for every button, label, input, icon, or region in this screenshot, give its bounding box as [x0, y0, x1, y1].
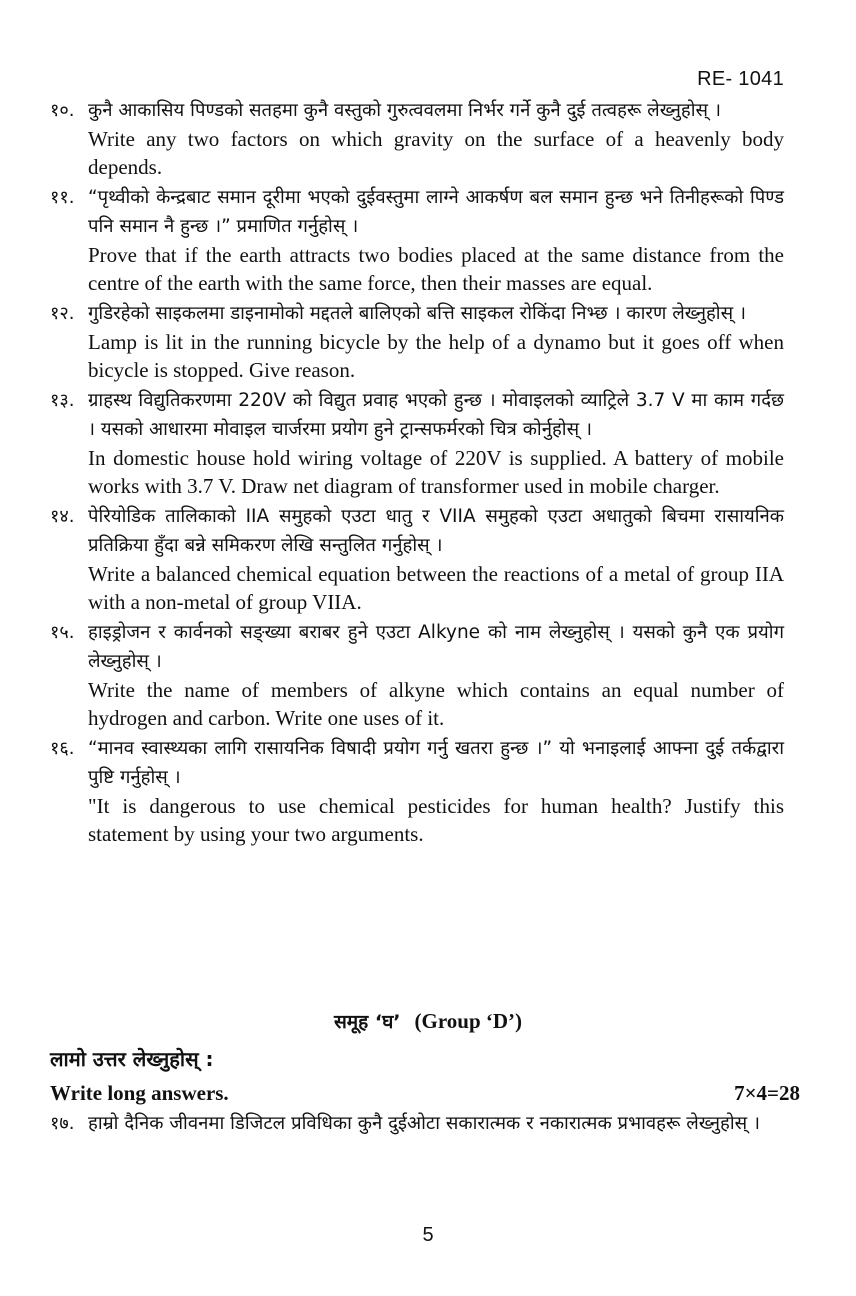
question-number: १२.: [50, 303, 75, 324]
question-number: १७.: [50, 1113, 75, 1134]
question-nepali: गुडिरहेको साइकलमा डाइनामोको मद्दतले बालिएको बत्ति साइकल रोकिंदा निभ्छ । कारण लेख्नुहोस् ।: [88, 303, 747, 324]
question-14: [50, 502, 784, 616]
question-english: In domestic house hold wiring voltage of 220V is supplied. A battery of mobile works with 3.7 V. Draw net diagram of transformer used in mobile charger.: [88, 446, 784, 498]
question-number: ११.: [50, 187, 75, 208]
question-17: [50, 1109, 784, 1138]
question-11: [50, 183, 784, 297]
question-english: Write the name of members of alkyne which contains an equal number of hydrogen and carbon. Write one uses of it.: [88, 678, 784, 730]
question-number: १६.: [50, 738, 75, 759]
question-nepali: “पृथ्वीको केन्द्रबाट समान दूरीमा भएको दुईवस्तुमा लाग्ने आकर्षण बल समान हुन्छ भने तिनीहरूको पिण्ड पनि समान नै हुन्छ ।” प्रमाणित गर्नुहोस् ।: [88, 187, 784, 237]
instruction-english: Write long answers.: [50, 1081, 229, 1105]
question-number: १३.: [50, 390, 75, 411]
page-number: 5: [422, 1224, 434, 1246]
question-english: Lamp is lit in the running bicycle by the help of a dynamo but it goes off when bicycle is stopped. Give reason.: [88, 330, 784, 382]
question-nepali: हाइड्रोजन र कार्वनको सङ्ख्या बराबर हुने एउटा Alkyne को नाम लेख्नुहोस् । यसको कुनै एक प्रयोग लेख्नुहोस् ।: [88, 622, 784, 672]
question-10: [50, 96, 784, 181]
question-nepali: “मानव स्वास्थ्यका लागि रासायनिक विषादी प्रयोग गर्नु खतरा हुन्छ ।” यो भनाइलाई आफ्ना दुई तर्कद्वारा पुष्टि गर्नुहोस् ।: [88, 738, 784, 788]
question-nepali: ग्राहस्थ विद्युतिकरणमा 220V को विद्युत प्रवाह भएको हुन्छ । मोवाइलको व्याट्रिले 3.7 V मा काम गर्दछ । यसको आधारमा मोवाइल चार्जरमा प्रयोग हुने ट्रान्सफर्मरको चित्र कोर्नुहोस् ।: [88, 390, 784, 440]
question-number: १४.: [50, 506, 75, 527]
question-number: १५.: [50, 622, 75, 643]
question-15: [50, 618, 784, 732]
question-nepali: कुनै आकासिय पिण्डको सतहमा कुनै वस्तुको गुरुत्ववलमा निर्भर गर्ने कुनै दुई तत्वहरू लेख्नुहोस् ।: [88, 100, 721, 121]
question-16: [50, 734, 784, 848]
group-heading-nepali: समूह ‘घ’: [333, 1011, 401, 1033]
question-12: [50, 299, 784, 384]
group-heading-english: (Group ‘D’): [414, 1009, 523, 1033]
group-heading: [0, 1008, 856, 1034]
question-nepali: पेरियोडिक तालिकाको IIA समुहको एउटा धातु र VIIA समुहको एउटा अधातुको बिचमा रासायनिक प्रतिक्रिया हुँदा बन्ने समिकरण लेखि सन्तुलित गर्नुहोस् ।: [88, 506, 784, 556]
question-english: "It is dangerous to use chemical pesticides for human health? Justify this statement by using your two arguments.: [88, 794, 784, 846]
question-list: [50, 96, 784, 850]
question-english: Write a balanced chemical equation between the reactions of a metal of group IIA with a non-metal of group VIIA.: [88, 562, 784, 614]
question-english: Prove that if the earth attracts two bodies placed at the same distance from the centre of the earth with the same force, then their masses are equal.: [88, 243, 784, 295]
exam-code: RE- 1041: [697, 68, 784, 90]
question-nepali: हाम्रो दैनिक जीवनमा डिजिटल प्रविधिका कुनै दुईओटा सकारात्मक र नकारात्मक प्रभावहरू लेख्नुहोस् ।: [88, 1113, 761, 1134]
question-number: १०.: [50, 100, 75, 121]
question-english: Write any two factors on which gravity on the surface of a heavenly body depends.: [88, 127, 784, 179]
question-13: [50, 386, 784, 500]
marks-allocation: 7×4=28: [734, 1081, 800, 1105]
instruction-nepali: लामो उत्तर लेख्नुहोस् :: [50, 1047, 214, 1071]
